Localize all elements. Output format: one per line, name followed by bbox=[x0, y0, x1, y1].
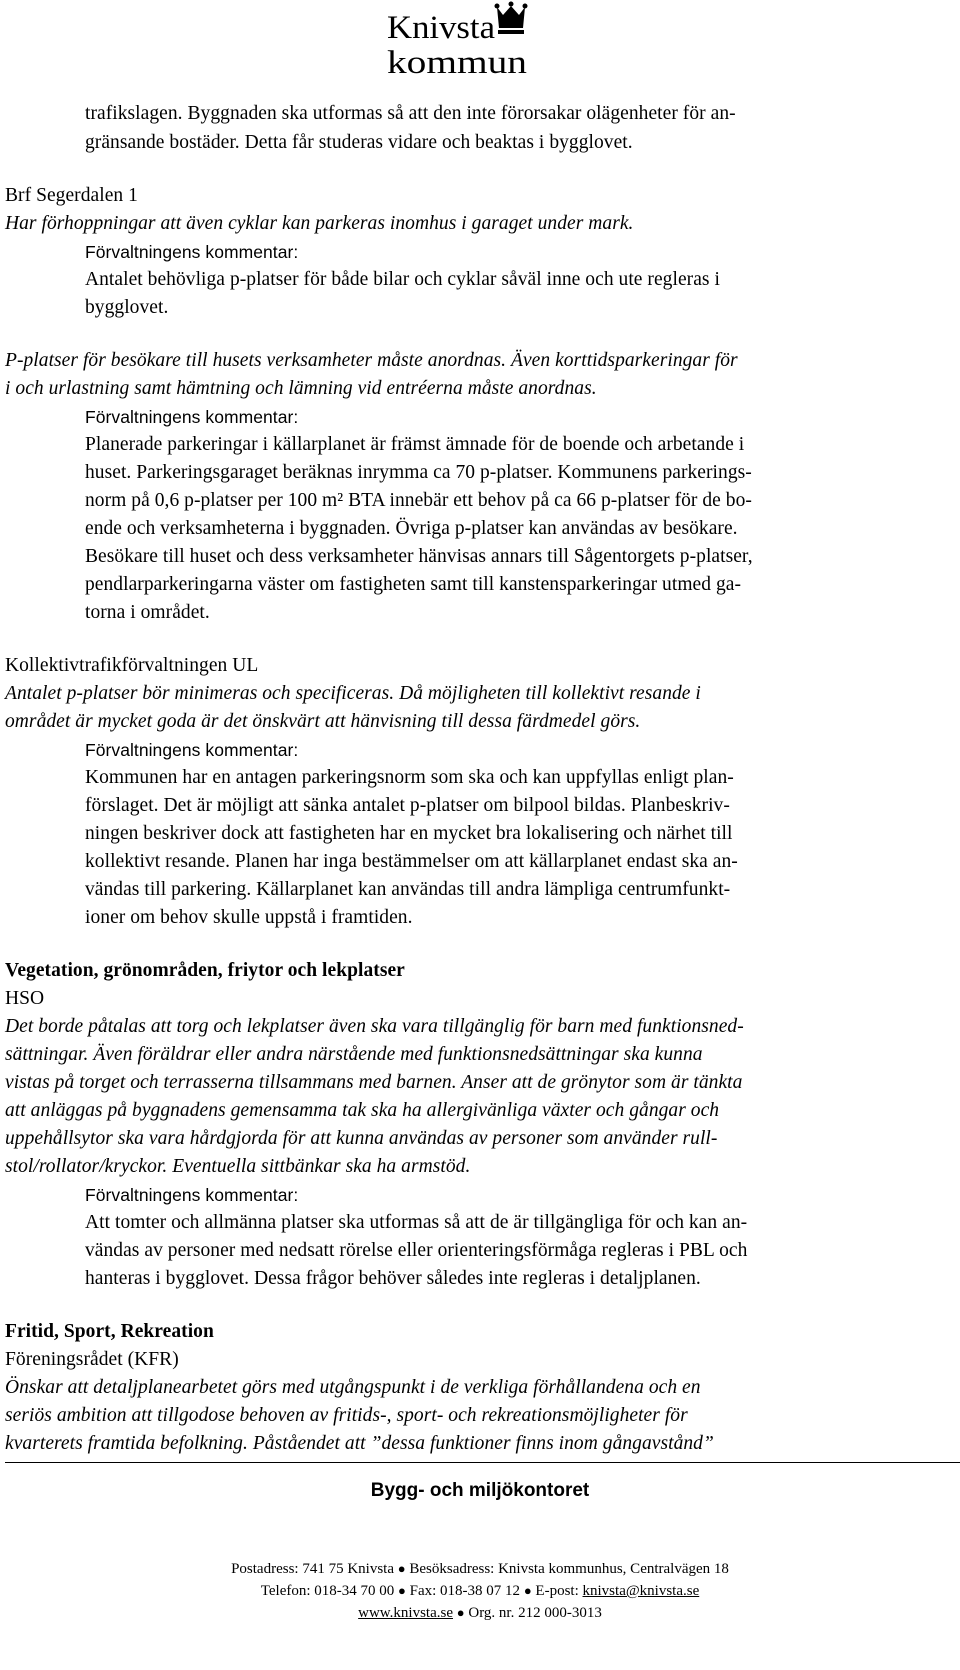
text-line: Planerade parkeringar i källarplanet är främst ämnade för de boende och arbetande i bbox=[85, 434, 745, 455]
text-line: uppehållsytor ska vara hårdgjorda för att kunna användas av personer som använder rull- bbox=[5, 1128, 718, 1149]
text-line: vistas på torget och terrasserna tillsammans med barnen. Anser att de grönytor som är tänkta bbox=[5, 1072, 743, 1093]
footer-visit: Besöksadress: Knivsta kommunhus, Centralvägen 18 bbox=[409, 1561, 729, 1577]
text-line: Brf Segerdalen 1 bbox=[5, 185, 138, 206]
text-line: Har förhoppningar att även cyklar kan parkeras inomhus i garaget under mark. bbox=[5, 213, 634, 234]
footer-web-link[interactable]: www.knivsta.se bbox=[358, 1605, 453, 1621]
section-heading: Fritid, Sport, Rekreation bbox=[5, 1321, 214, 1342]
bullet-icon: ● bbox=[397, 1561, 406, 1576]
section-heading: Vegetation, grönområden, friytor och lekplatser bbox=[5, 960, 405, 981]
text-line: pendlarparkeringarna väster om fastigheten samt till kanstensparkeringar utmed ga- bbox=[85, 574, 742, 595]
footer-divider bbox=[5, 1462, 960, 1463]
logo-text-line1: Knivsta bbox=[387, 10, 496, 46]
comment-heading: Förvaltningens kommentar: bbox=[85, 1185, 299, 1205]
text-line: Antalet p-platser bör minimeras och specificeras. Då möjligheten till kollektivt resande i bbox=[5, 683, 701, 704]
text-line: att anläggas på byggnadens gemensamma tak ska ha allergivänliga växter och gångar och bbox=[5, 1100, 720, 1121]
text-line: Att tomter och allmänna platser ska utformas så att de är tillgängliga för och kan an- bbox=[85, 1212, 748, 1233]
text-line: Besökare till huset och dess verksamheter hänvisas annars till Sågentorgets p-platser, bbox=[85, 546, 753, 567]
knivsta-kommun-logo bbox=[385, 0, 560, 80]
text-line: trafikslagen. Byggnaden ska utformas så att den inte förorsakar olägenheter för an- bbox=[85, 103, 736, 124]
text-line: gränsande bostäder. Detta får studeras vidare och beaktas i bygglovet. bbox=[85, 132, 633, 153]
crown-icon bbox=[495, 2, 528, 35]
logo-text-line2: kommun bbox=[387, 45, 527, 80]
bullet-icon: ● bbox=[398, 1583, 406, 1598]
text-line: torna i området. bbox=[85, 602, 210, 623]
text-line: i och urlastning samt hämtning och lämning vid entréerna måste anordnas. bbox=[5, 378, 597, 399]
comment-heading: Förvaltningens kommentar: bbox=[85, 407, 299, 427]
text-line: Det borde påtalas att torg och lekplatser även ska vara tillgänglig för barn med funktionsned- bbox=[5, 1016, 744, 1037]
text-line: kvarterets framtida befolkning. Påståendet att ”dessa funktioner finns inom gångavstånd” bbox=[5, 1433, 714, 1454]
footer-postal: Postadress: 741 75 Knivsta bbox=[231, 1561, 394, 1577]
footer-fax: Fax: 018-38 07 12 bbox=[409, 1583, 521, 1599]
text-line: förslaget. Det är möjligt att sänka antalet p-platser om bilpool bildas. Planbeskriv- bbox=[85, 795, 730, 816]
text-line: sättningar. Även föräldrar eller andra närstående med funktionsnedsättningar ska kunna bbox=[5, 1044, 703, 1065]
text-line: seriös ambition att tillgodose behoven av fritids-, sport- och rekreationsmöjligheter för bbox=[5, 1405, 688, 1426]
bullet-icon: ● bbox=[523, 1583, 532, 1598]
comment-heading: Förvaltningens kommentar: bbox=[85, 740, 299, 760]
footer-office-name: Bygg- och miljökontoret bbox=[370, 1480, 590, 1501]
text-line: vändas till parkering. Källarplanet kan användas till andra lämpliga centrumfunkt- bbox=[85, 879, 731, 900]
text-line: ioner om behov skulle uppstå i framtiden. bbox=[85, 907, 413, 928]
footer-contact-line bbox=[0, 1582, 960, 1600]
footer-web-line bbox=[0, 1604, 960, 1622]
text-line: Önskar att detaljplanearbetet görs med utgångspunkt i de verkliga förhållandena och en bbox=[5, 1377, 701, 1398]
text-line: HSO bbox=[5, 988, 45, 1009]
footer-phone: Telefon: 018-34 70 00 bbox=[260, 1583, 395, 1599]
text-line: Föreningsrådet (KFR) bbox=[5, 1349, 179, 1370]
text-line: hanteras i bygglovet. Dessa frågor behöver således inte regleras i detaljplanen. bbox=[85, 1268, 701, 1289]
bullet-icon: ● bbox=[456, 1605, 465, 1620]
text-line: huset. Parkeringsgaraget beräknas inrymma ca 70 p-platser. Kommunens parkerings- bbox=[85, 462, 752, 483]
text-line: stol/rollator/kryckor. Eventuella sittbänkar ska ha armstöd. bbox=[5, 1156, 471, 1177]
text-line: kollektivt resande. Planen har inga bestämmelser om att källarplanet endast ska an- bbox=[85, 851, 738, 872]
text-line: Antalet behövliga p-platser för både bilar och cyklar såväl inne och ute regleras i bbox=[85, 269, 720, 290]
text-line: området är mycket goda är det önskvärt att hänvisning till dessa färdmedel görs. bbox=[5, 711, 641, 732]
text-line: norm på 0,6 p-platser per 100 m² BTA innebär ett behov på ca 66 p-platser för de bo- bbox=[85, 490, 752, 511]
text-line: P-platser för besökare till husets verksamheter måste anordnas. Även korttidsparkeringar för bbox=[5, 350, 738, 371]
footer-address-line bbox=[0, 1560, 960, 1578]
text-line: Kommunen har en antagen parkeringsnorm som ska och kan uppfyllas enligt plan- bbox=[85, 767, 734, 788]
text-line: Kollektivtrafikförvaltningen UL bbox=[5, 655, 259, 676]
text-line: vändas av personer med nedsatt rörelse eller orienteringsförmåga regleras i PBL och bbox=[85, 1240, 748, 1261]
footer-email-link[interactable]: knivsta@knivsta.se bbox=[582, 1583, 700, 1599]
footer-orgnr: Org. nr. 212 000-3013 bbox=[468, 1605, 602, 1621]
footer-email-label: E-post: bbox=[535, 1583, 583, 1599]
text-line: ende och verksamheterna i byggnaden. Övriga p-platser kan användas av besökare. bbox=[85, 518, 738, 539]
text-line: ningen beskriver dock att fastigheten har en mycket bra lokalisering och närhet till bbox=[85, 823, 733, 844]
text-line: bygglovet. bbox=[85, 297, 169, 318]
comment-heading: Förvaltningens kommentar: bbox=[85, 242, 299, 262]
